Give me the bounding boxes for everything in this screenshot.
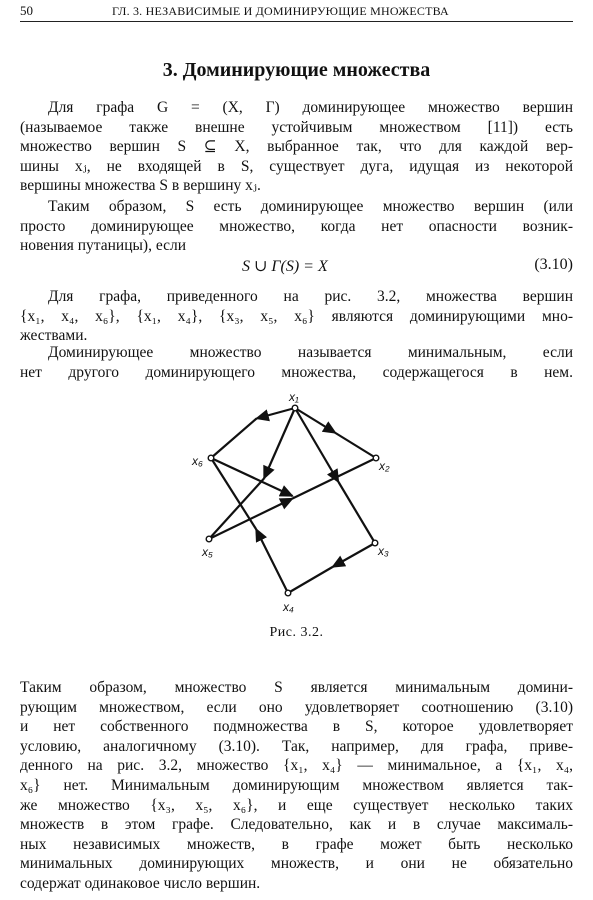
- vertex-label-x6: x₆: [192, 454, 203, 468]
- paragraph-conclusion: [20, 678, 573, 894]
- graph-edge: [295, 408, 339, 482]
- text-line: x₆} нет. Минимальным доминирующим множеством является так-: [20, 776, 573, 794]
- graph-vertex: [373, 455, 379, 461]
- graph-edge: [264, 408, 295, 479]
- graph-edge: [293, 458, 377, 499]
- page-number: 50: [20, 3, 33, 18]
- graph-vertex: [372, 540, 378, 546]
- running-head-title: ГЛ. 3. НЕЗАВИСИМЫЕ И ДОМИНИРУЮЩИЕ МНОЖЕСТВА: [112, 4, 449, 18]
- paragraph-example: [20, 287, 573, 346]
- vertex-label-x5: x₅: [202, 545, 213, 559]
- text-line: нет другого доминирующего множества, содержащегося в нем.: [20, 363, 573, 381]
- running-header: [20, 1, 573, 22]
- text-line: условию, аналогичному (3.10). Так, например, для графа, приве-: [20, 737, 573, 755]
- graph-edge: [288, 567, 333, 593]
- vertex-label-x4: x₄: [283, 600, 294, 614]
- graph-figure: [185, 388, 410, 618]
- text-line: вершины множества S в вершину xⱼ.: [20, 177, 261, 195]
- equation-body: S ∪ Γ(S) = X: [242, 258, 328, 275]
- equation-number: (3.10): [534, 256, 573, 273]
- text-line: (называемое также внешне устойчивым множеством [11]) есть: [20, 118, 573, 136]
- text-line: и нет собственного подмножества в S, которое удовлетворяет: [20, 718, 573, 736]
- text-line: {x₁, x₄, x₆}, {x₁, x₄}, {x₃, x₅, x₆} являются доминирующими мно-: [20, 307, 573, 325]
- paragraph-minimal: [20, 343, 573, 382]
- text-line: множество вершин S ⊆ X, выбранное так, что для каждой вер-: [20, 138, 573, 156]
- graph-vertex: [208, 455, 214, 461]
- text-line: множеств в этом графе. Следовательно, как и в случае максималь-: [20, 816, 573, 834]
- text-line: содержат одинаковое число вершин.: [20, 874, 261, 892]
- graph-vertex: [292, 405, 298, 411]
- vertex-label-x3: x₃: [378, 544, 389, 558]
- graph-edge: [256, 529, 288, 593]
- text-line: шины xⱼ, не входящей в S, существует дуга, идущая из некоторой: [20, 157, 573, 175]
- graph-vertex: [285, 590, 291, 596]
- text-line: новения путаницы), если: [20, 237, 187, 255]
- graph-vertex: [206, 536, 212, 542]
- text-line: денного на рис. 3.2, множество {x₁, x₄} — минимальное, а {x₁, x₄,: [20, 757, 573, 775]
- graph-edge: [333, 543, 376, 567]
- graph-edge: [336, 433, 377, 458]
- text-line: жествами.: [20, 327, 88, 345]
- text-line: Для графа, приведенного на рис. 3.2, множества вершин: [48, 288, 573, 305]
- figure-caption: Рис. 3.2.: [269, 625, 324, 640]
- section-title: 3. Доминирующие множества: [162, 59, 431, 81]
- text-line: просто доминирующее множество, когда нет опасности возник-: [20, 217, 573, 235]
- paragraph-condition: [20, 197, 573, 256]
- text-line: Таким образом, множество S является минимальным домини-: [20, 679, 573, 696]
- graph-edge: [257, 408, 296, 419]
- vertex-label-x2: x₂: [379, 459, 390, 473]
- text-line: Для графа G = (X, Γ) доминирующее множество вершин: [48, 99, 573, 116]
- graph-edge: [211, 419, 257, 459]
- text-line: минимальных доминирующих множеств, и они не обязательно: [20, 855, 573, 873]
- graph-edge: [339, 482, 376, 543]
- text-line: Доминирующее множество называется минимальным, если: [48, 344, 573, 361]
- paragraph-definition: [20, 98, 573, 196]
- text-line: ных независимых множеств, в графе может быть несколько: [20, 835, 573, 853]
- equation-3-10: [20, 256, 573, 276]
- text-line: Таким образом, S есть доминирующее множество вершин (или: [48, 198, 573, 215]
- vertex-label-x1: x₁: [289, 390, 299, 404]
- text-line: же множество {x₃, x₅, x₆}, и еще существует несколько таких: [20, 796, 573, 814]
- text-line: рующим множеством, если оно удовлетворяет соотношению (3.10): [20, 698, 573, 716]
